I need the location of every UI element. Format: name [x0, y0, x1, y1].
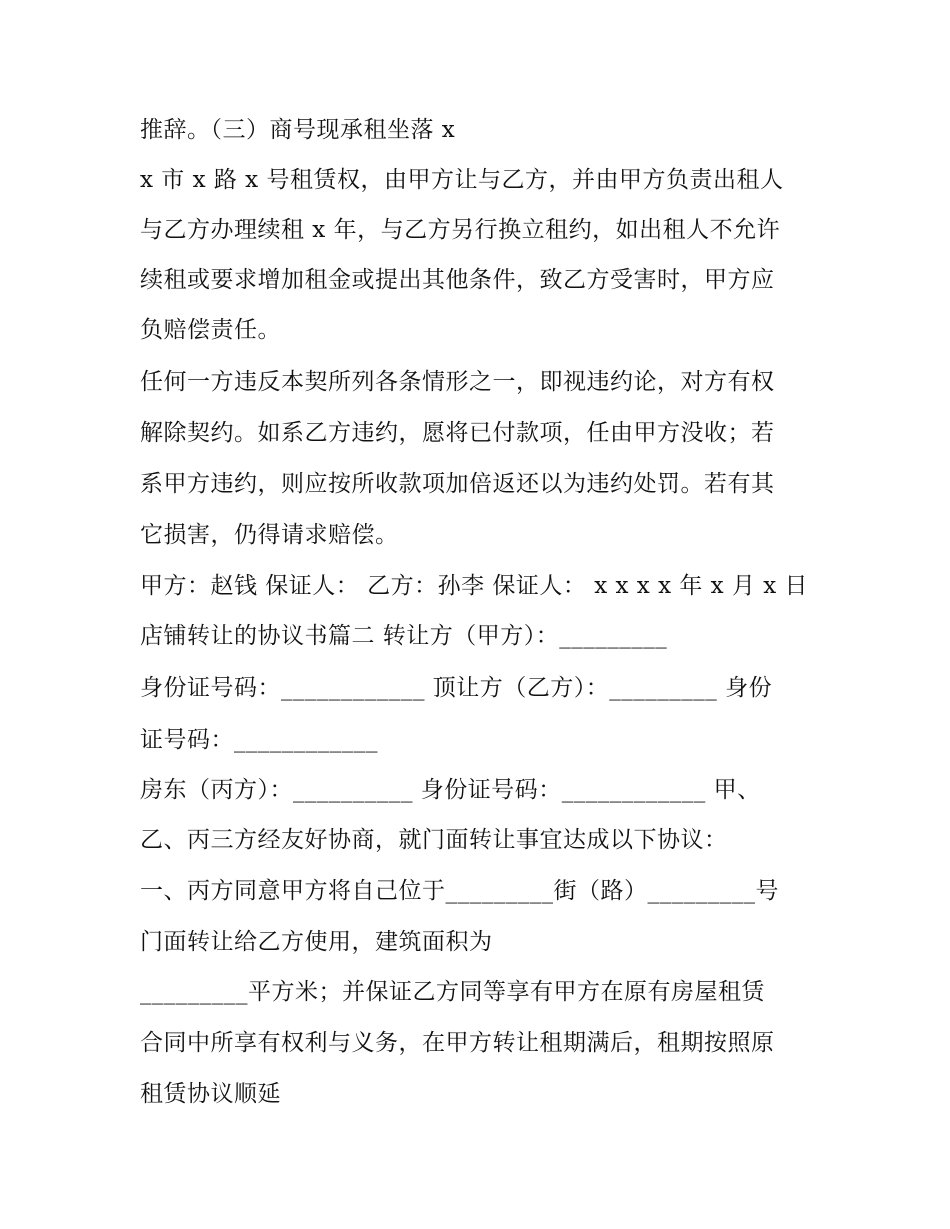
text-line-19: 合同中所享有权利与义务，在甲方转让租期满后，租期按照原 [140, 1030, 775, 1056]
text-line-12: 身份证号码：____________ 顶让方（乙方）：_________ 身份 [140, 675, 773, 701]
text-line-5: 负赔偿责任。 [140, 317, 281, 343]
text-line-4: 续租或要求增加租金或提出其他条件，致乙方受害时，甲方应 [140, 267, 775, 293]
text-line-15: 乙、丙三方经友好协商，就门面转让事宜达成以下协议： [140, 827, 728, 853]
text-line-20: 租赁协议顺延 [140, 1081, 281, 1107]
text-line-13: 证号码：____________ [140, 727, 378, 753]
text-line-6: 任何一方违反本契所列各条情形之一，即视违约论，对方有权 [140, 369, 775, 395]
text-line-17: 门面转让给乙方使用，建筑面积为 [140, 929, 493, 955]
text-line-14: 房东（丙方）：__________ 身份证号码：____________ 甲、 [140, 777, 761, 803]
text-line-10: 甲方：赵钱 保证人： 乙方：孙李 保证人： x x x x 年 x 月 x 日 [140, 573, 809, 599]
text-line-9: 它损害，仍得请求赔偿。 [140, 522, 399, 548]
text-line-18: _________平方米；并保证乙方同等享有甲方在原有房屋租赁 [140, 979, 765, 1005]
text-line-1: 推辞。（三）商号现承租坐落 x [140, 117, 456, 143]
text-line-3: 与乙方办理续租 x 年，与乙方另行换立租约，如出租人不允许 [140, 217, 781, 243]
text-line-7: 解除契约。如系乙方违约，愿将已付款项，任由甲方没收；若 [140, 420, 775, 446]
text-line-11: 店铺转让的协议书篇二 转让方（甲方）：_________ [140, 623, 668, 649]
text-line-2: x 市 x 路 x 号租赁权，由甲方让与乙方，并由甲方负责出租人 [140, 167, 784, 193]
text-line-16: 一、丙方同意甲方将自己位于_________街（路）_________号 [140, 878, 779, 904]
text-line-8: 系甲方违约，则应按所收款项加倍返还以为违约处罚。若有其 [140, 471, 775, 497]
